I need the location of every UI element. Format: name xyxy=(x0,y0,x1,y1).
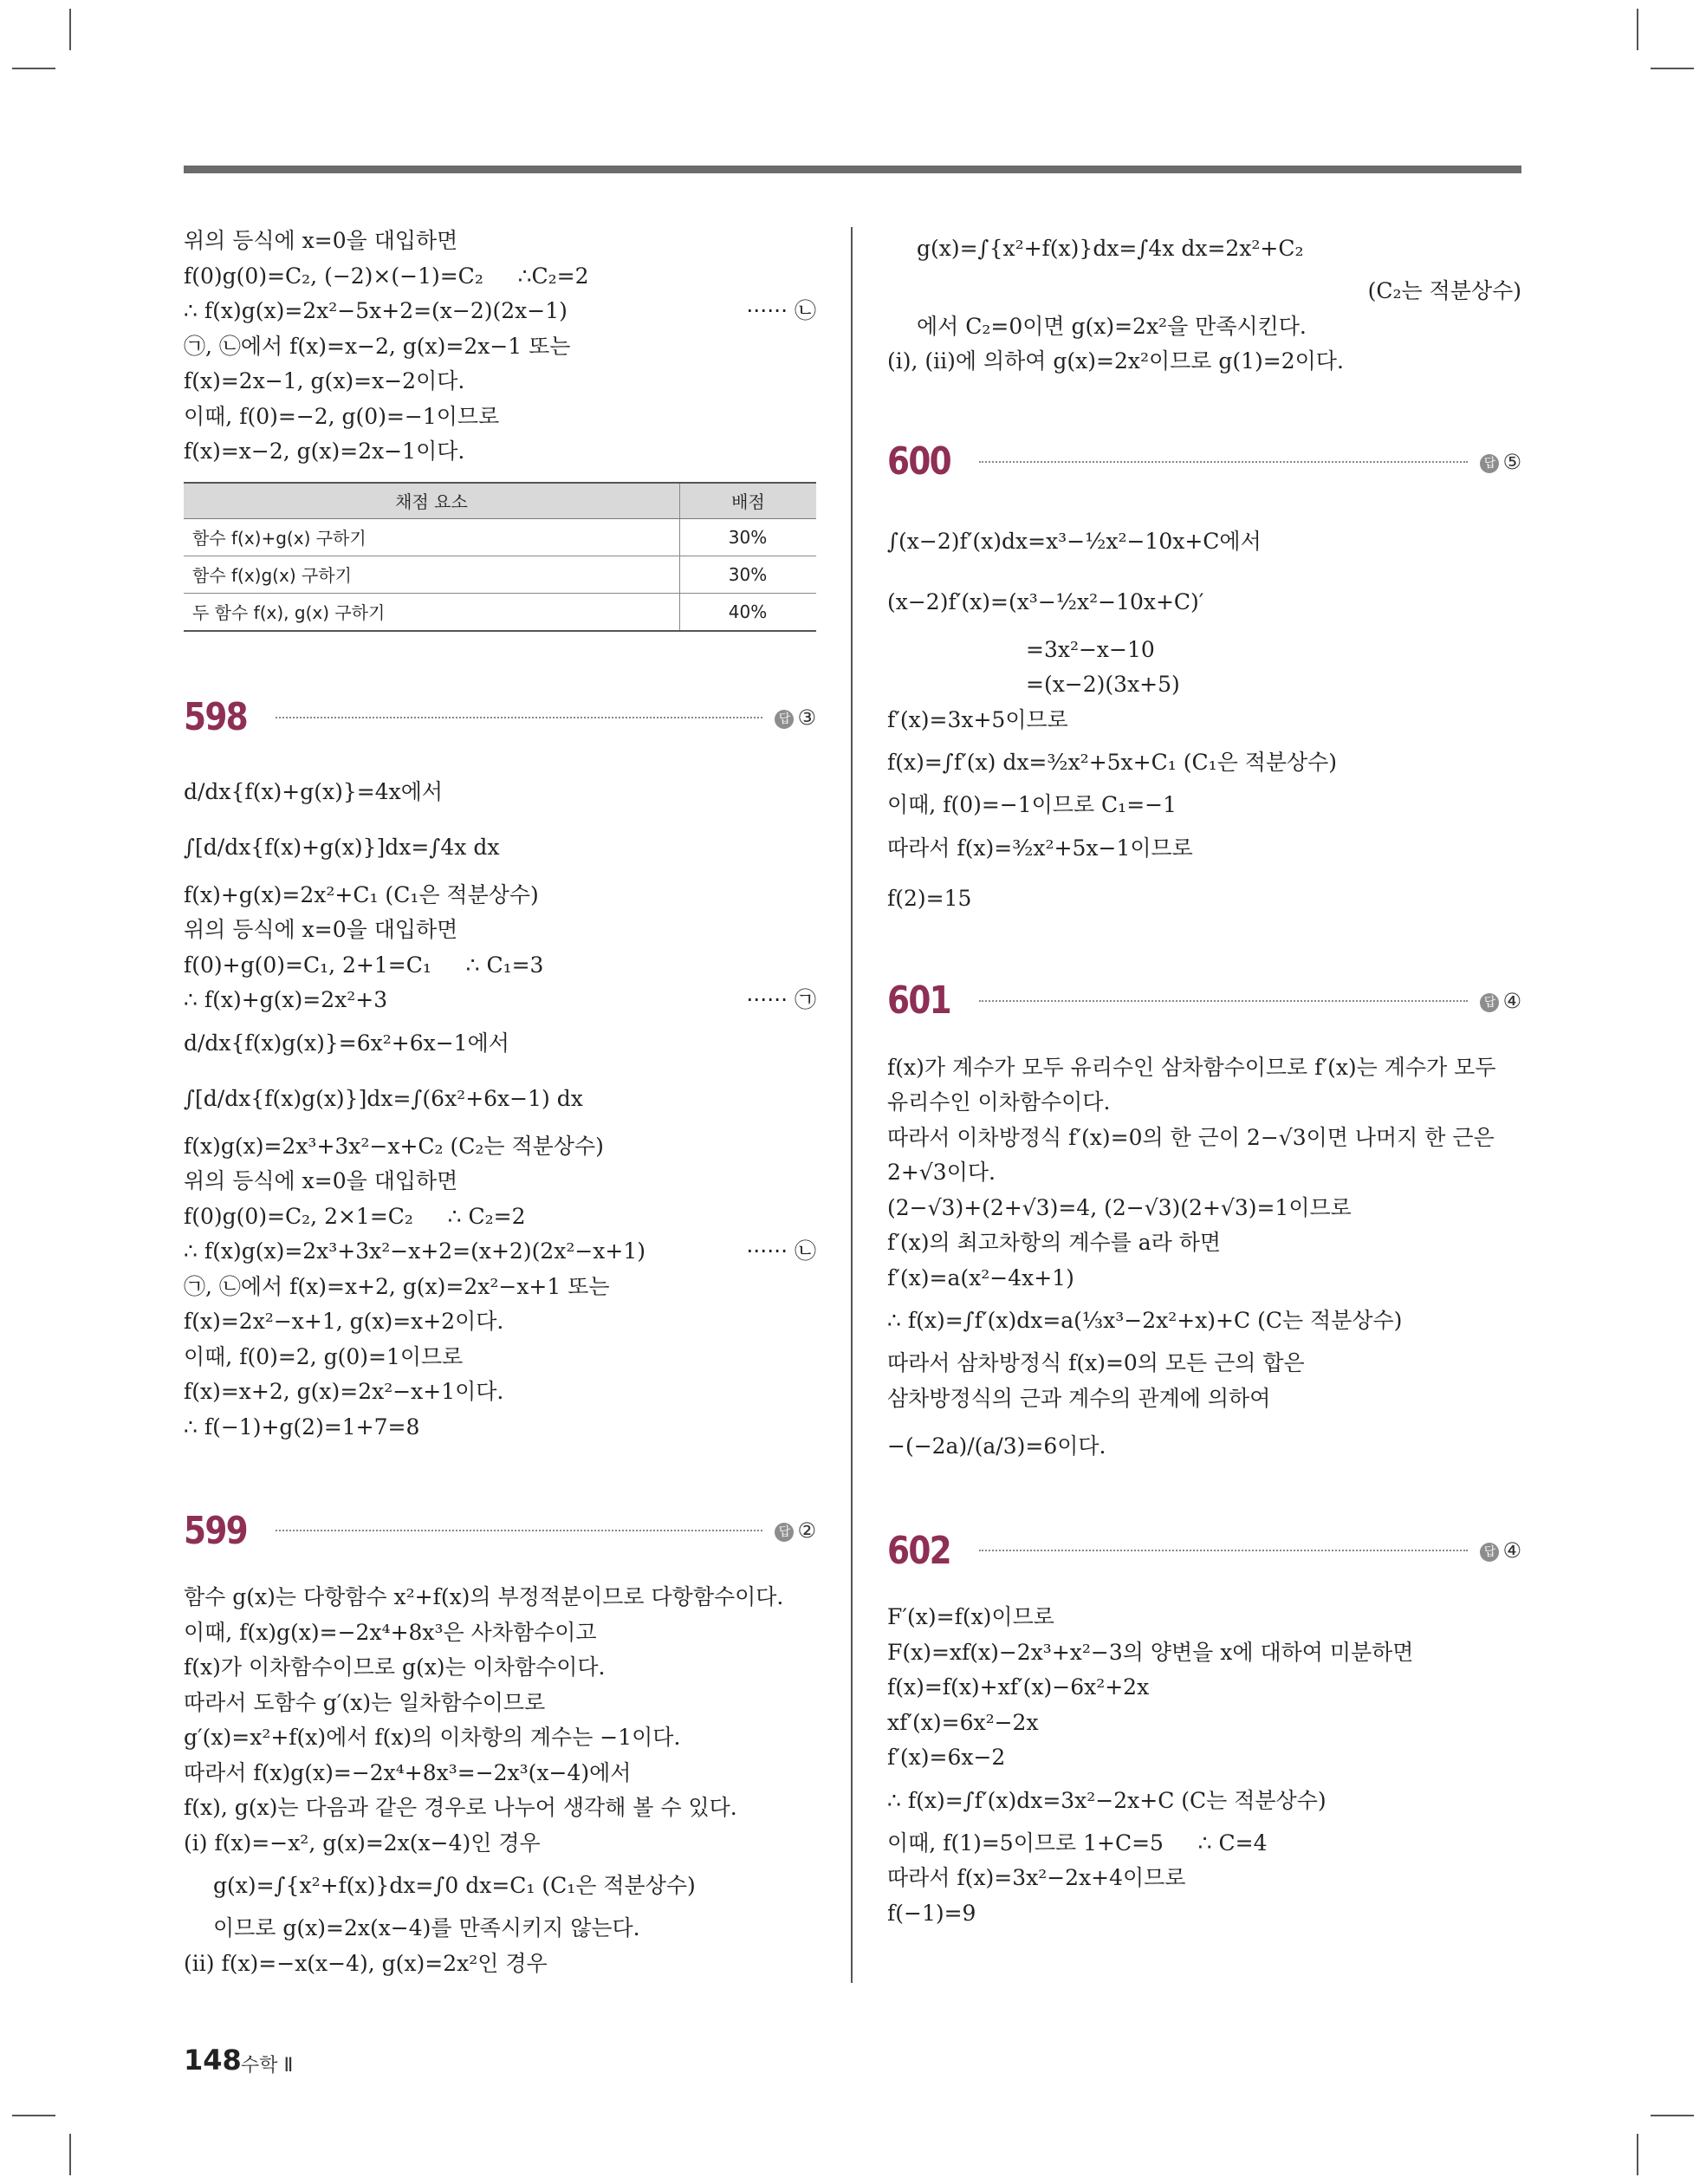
text-line: g′(x)=x²+f(x)에서 f(x)의 이차항의 계수는 −1이다. xyxy=(184,1725,681,1750)
table-cell: 함수 f(x)g(x) 구하기 xyxy=(184,556,680,593)
scoring-table xyxy=(184,482,816,632)
answer-badge-icon: 답 xyxy=(1480,1543,1499,1562)
dotted-leader xyxy=(276,1530,762,1531)
text-line: f(0)g(0)=C₂, 2×1=C₂ ∴ C₂=2 xyxy=(184,1203,526,1229)
text-line: F′(x)=f(x)이므로 xyxy=(887,1604,1054,1629)
problem-number: 601 xyxy=(887,978,950,1023)
answer-value: ③ xyxy=(797,705,816,730)
answer-label xyxy=(1480,1538,1521,1563)
answer-value: ④ xyxy=(1502,988,1521,1013)
table-row xyxy=(184,518,816,556)
answer-value: ④ xyxy=(1502,1538,1521,1563)
text-line: (C₂는 적분상수) xyxy=(1367,278,1521,303)
table-cell: 함수 f(x)+g(x) 구하기 xyxy=(184,518,680,556)
crop-mark xyxy=(1637,2134,1638,2175)
text-line: 따라서 f(x)g(x)=−2x⁴+8x³=−2x³(x−4)에서 xyxy=(184,1759,632,1785)
left-column xyxy=(184,224,816,1981)
text-line: 따라서 f(x)=3x²−2x+4이므로 xyxy=(887,1865,1186,1890)
text-line: d/dx{f(x)+g(x)}=4x에서 xyxy=(184,778,444,804)
text-line: f′(x)=6x−2 xyxy=(887,1745,1006,1770)
crop-mark xyxy=(69,9,71,50)
answer-label xyxy=(775,1518,816,1543)
answer-badge-icon: 답 xyxy=(1480,454,1499,473)
text-line: 따라서 삼차방정식 f(x)=0의 모든 근의 합은 xyxy=(887,1350,1305,1375)
table-cell: 40% xyxy=(680,593,817,631)
answer-label xyxy=(1480,450,1521,474)
crop-mark xyxy=(1651,2115,1694,2116)
problem-header-598 xyxy=(184,687,816,748)
answer-value: ⑤ xyxy=(1502,449,1521,474)
text-line: =(x−2)(3x+5) xyxy=(1026,672,1180,697)
text-line: 따라서 도함수 g′(x)는 일차함수이므로 xyxy=(184,1689,546,1715)
text-line: 이때, f(1)=5이므로 1+C=5 ∴ C=4 xyxy=(887,1830,1268,1856)
dotted-leader xyxy=(979,461,1468,463)
problem-number: 602 xyxy=(887,1528,950,1573)
table-header-row xyxy=(184,483,816,519)
text-line: f(x)=∫f′(x) dx=³⁄₂x²+5x+C₁ (C₁은 적분상수) xyxy=(887,750,1338,775)
problem-header-602 xyxy=(887,1520,1521,1581)
text-line: ∫(x−2)f′(x)dx=x³−½x²−10x+C에서 xyxy=(887,528,1262,554)
equation-marker: ······ ㉡ xyxy=(746,1238,816,1264)
text-line: ㉠, ㉡에서 f(x)=x+2, g(x)=2x²−x+1 또는 xyxy=(184,1273,610,1299)
equation: ∴ f(x)g(x)=2x²−5x+2=(x−2)(2x−1) xyxy=(184,298,568,323)
column-divider xyxy=(851,227,853,1983)
problem-number: 599 xyxy=(184,1508,247,1553)
text-line: (x−2)f′(x)=(x³−½x²−10x+C)′ xyxy=(887,588,1204,614)
text-line: =3x²−x−10 xyxy=(1026,636,1155,662)
text-line: ∴ f(−1)+g(2)=1+7=8 xyxy=(184,1414,420,1440)
equation: ∴ f(x)g(x)=2x³+3x²−x+2=(x+2)(2x²−x+1) xyxy=(184,1238,646,1264)
table-cell: 30% xyxy=(680,518,817,556)
table-header: 채점 요소 xyxy=(184,483,680,519)
text-line: 이때, f(0)=2, g(0)=1이므로 xyxy=(184,1343,464,1369)
text-line: ∴ f(x)=∫f′(x)dx=a(⅓x³−2x²+x)+C (C는 적분상수) xyxy=(887,1308,1403,1333)
page-number: 148 xyxy=(184,2044,242,2077)
text-line: 이므로 g(x)=2x(x−4)를 만족시키지 않는다. xyxy=(213,1915,640,1940)
text-line: f(x), g(x)는 다음과 같은 경우로 나누어 생각해 볼 수 있다. xyxy=(184,1795,737,1820)
text-line xyxy=(184,983,816,1018)
text-line: (i) f(x)=−x², g(x)=2x(x−4)인 경우 xyxy=(184,1830,541,1856)
table-cell: 두 함수 f(x), g(x) 구하기 xyxy=(184,593,680,631)
text-line: f(x)=x+2, g(x)=2x²−x+1이다. xyxy=(184,1379,504,1404)
text-line: f(x)가 계수가 모두 유리수인 삼차함수이므로 f′(x)는 계수가 모두 xyxy=(887,1054,1496,1080)
text-line: 이때, f(0)=−1이므로 C₁=−1 xyxy=(887,792,1177,817)
table-cell: 30% xyxy=(680,556,817,593)
text-line: ∫[d/dx{f(x)+g(x)}]dx=∫4x dx xyxy=(184,834,500,860)
text-line xyxy=(184,294,816,329)
table-row xyxy=(184,556,816,593)
text-line: F(x)=xf(x)−2x³+x²−3의 양변을 x에 대하여 미분하면 xyxy=(887,1639,1414,1665)
equation-marker: ······ ㉠ xyxy=(746,987,816,1012)
text-line: 함수 g(x)는 다항함수 x²+f(x)의 부정적분이므로 다항함수이다. xyxy=(184,1584,784,1609)
text-line: 2+√3이다. xyxy=(887,1160,996,1185)
problem-header-600 xyxy=(887,432,1521,492)
answer-badge-icon: 답 xyxy=(1480,993,1499,1012)
text-line: f′(x)의 최고차항의 계수를 a라 하면 xyxy=(887,1230,1222,1255)
problem-header-599 xyxy=(184,1500,816,1561)
text-line: f(2)=15 xyxy=(887,885,972,911)
header-rule xyxy=(184,166,1521,173)
problem-header-601 xyxy=(887,971,1521,1031)
text-line: f(x)g(x)=2x³+3x²−x+C₂ (C₂는 적분상수) xyxy=(184,1133,604,1159)
text-line: −(−2a)/(a/3)=6이다. xyxy=(887,1433,1106,1459)
text-line: ㉠, ㉡에서 f(x)=x−2, g(x)=2x−1 또는 xyxy=(184,333,571,359)
text-line: ∫[d/dx{f(x)g(x)}]dx=∫(6x²+6x−1) dx xyxy=(184,1085,583,1111)
text-line: (ii) f(x)=−x(x−4), g(x)=2x²인 경우 xyxy=(184,1950,548,1976)
text-line: ∴ f(x)=∫f′(x)dx=3x²−2x+C (C는 적분상수) xyxy=(887,1787,1327,1813)
subject-label: 수학 Ⅱ xyxy=(241,2055,294,2077)
text-line: 유리수인 이차함수이다. xyxy=(887,1089,1111,1115)
equation-marker: ······ ㉡ xyxy=(746,298,816,323)
text-line: 이때, f(x)g(x)=−2x⁴+8x³은 사차함수이고 xyxy=(184,1619,597,1645)
problem-number: 598 xyxy=(184,695,247,739)
text-line: f(x)=2x²−x+1, g(x)=x+2이다. xyxy=(184,1309,504,1334)
text-line: f′(x)=3x+5이므로 xyxy=(887,706,1068,732)
text-line: (i), (ii)에 의하여 g(x)=2x²이므로 g(1)=2이다. xyxy=(887,348,1344,374)
text-line: g(x)=∫{x²+f(x)}dx=∫4x dx=2x²+C₂ xyxy=(917,236,1304,261)
text-line: g(x)=∫{x²+f(x)}dx=∫0 dx=C₁ (C₁은 적분상수) xyxy=(213,1873,696,1898)
dotted-leader xyxy=(979,1550,1468,1551)
crop-mark xyxy=(12,68,55,69)
crop-mark xyxy=(12,2115,55,2116)
text-line: f′(x)=a(x²−4x+1) xyxy=(887,1264,1074,1290)
table-row xyxy=(184,593,816,631)
text-line: xf′(x)=6x²−2x xyxy=(887,1709,1039,1735)
text-line: 따라서 f(x)=³⁄₂x²+5x−1이므로 xyxy=(887,835,1193,861)
answer-badge-icon: 답 xyxy=(775,1523,794,1542)
text-line xyxy=(184,1234,816,1270)
text-line: 이때, f(0)=−2, g(0)=−1이므로 xyxy=(184,403,500,429)
text-line: 위의 등식에 x=0을 대입하면 xyxy=(184,917,458,942)
text-line: f(0)+g(0)=C₁, 2+1=C₁ ∴ C₁=3 xyxy=(184,952,544,978)
crop-mark xyxy=(69,2134,71,2175)
answer-label xyxy=(1480,989,1521,1013)
text-line: f(x)+g(x)=2x²+C₁ (C₁은 적분상수) xyxy=(184,881,539,907)
text-line: d/dx{f(x)g(x)}=6x²+6x−1에서 xyxy=(184,1030,509,1056)
equation: ∴ f(x)+g(x)=2x²+3 xyxy=(184,987,388,1012)
text-line: f(0)g(0)=C₂, (−2)×(−1)=C₂ ∴C₂=2 xyxy=(184,263,589,289)
text-line: (2−√3)+(2+√3)=4, (2−√3)(2+√3)=1이므로 xyxy=(887,1194,1352,1220)
text-line: f(x)=2x−1, g(x)=x−2이다. xyxy=(184,368,465,393)
answer-label xyxy=(775,705,816,730)
table-header: 배점 xyxy=(680,483,817,519)
text-line: f(x)가 이차함수이므로 g(x)는 이차함수이다. xyxy=(184,1654,606,1680)
text-line: 에서 C₂=0이면 g(x)=2x²을 만족시킨다. xyxy=(917,313,1307,339)
dotted-leader xyxy=(276,717,762,718)
text-line: f(x)=x−2, g(x)=2x−1이다. xyxy=(184,439,465,464)
answer-value: ② xyxy=(797,1518,816,1543)
crop-mark xyxy=(1637,9,1638,50)
crop-mark xyxy=(1651,68,1694,69)
answer-badge-icon: 답 xyxy=(775,710,794,729)
text-line: 따라서 이차방정식 f′(x)=0의 한 근이 2−√3이면 나머지 한 근은 xyxy=(887,1124,1495,1150)
dotted-leader xyxy=(979,1000,1468,1002)
text-line: 삼차방정식의 근과 계수의 관계에 의하여 xyxy=(887,1385,1271,1411)
problem-number: 600 xyxy=(887,439,950,484)
text-line: f(x)=f(x)+xf′(x)−6x²+2x xyxy=(887,1674,1150,1700)
text-line: 위의 등식에 x=0을 대입하면 xyxy=(184,1168,458,1193)
text-line: f(−1)=9 xyxy=(887,1900,976,1926)
right-column xyxy=(887,224,1521,1931)
text-line: 위의 등식에 x=0을 대입하면 xyxy=(184,228,458,253)
